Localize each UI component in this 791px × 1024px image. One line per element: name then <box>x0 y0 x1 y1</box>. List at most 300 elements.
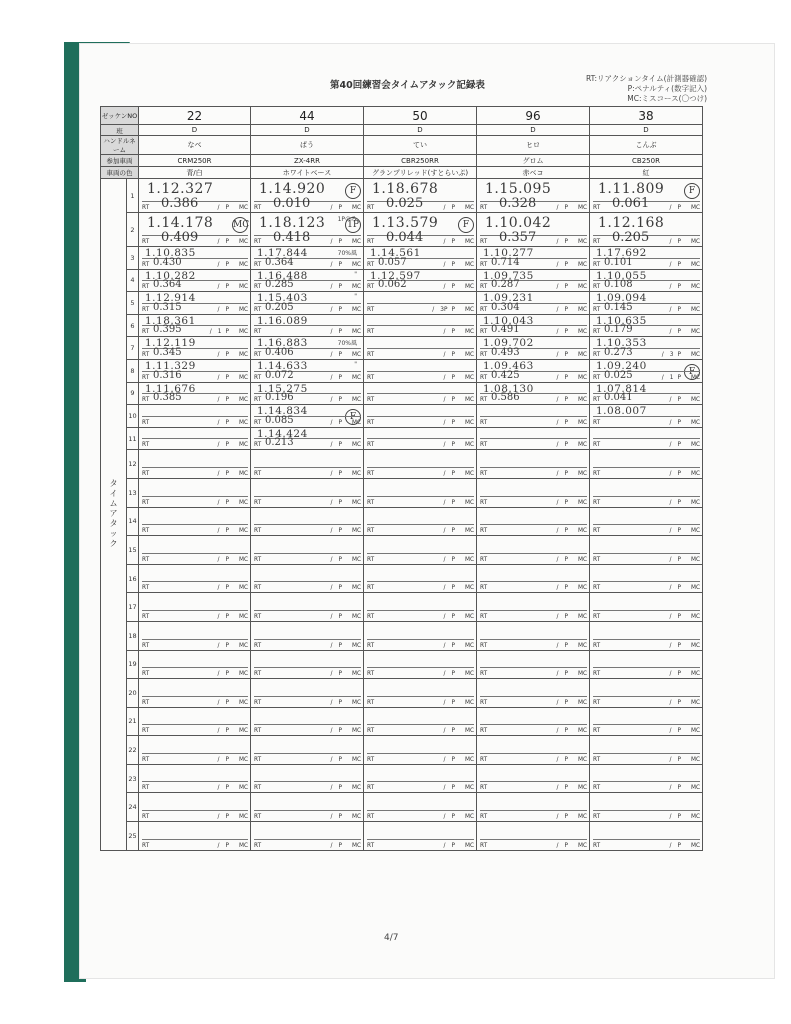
mc-label: MC <box>690 642 700 649</box>
time-cell[interactable] <box>477 822 590 851</box>
time-cell[interactable] <box>590 359 703 382</box>
slash-sep: / <box>556 756 559 763</box>
lap-time: 1.10.635 <box>596 314 647 327</box>
mc-label: MC <box>464 699 474 706</box>
rt-label: RT <box>142 239 150 245</box>
rt-label: RT <box>480 284 488 291</box>
time-cell[interactable] <box>477 621 590 650</box>
rt-line <box>367 442 474 448</box>
time-cell[interactable] <box>477 450 590 479</box>
time-cell[interactable] <box>139 536 251 565</box>
reaction-time: 0.425 <box>491 369 520 381</box>
time-cell[interactable] <box>477 179 590 213</box>
time-cell[interactable] <box>590 213 703 247</box>
time-cell[interactable] <box>364 564 477 593</box>
time-cell[interactable] <box>251 621 364 650</box>
mc-label: MC <box>238 528 248 535</box>
mc-label: MC <box>238 239 248 245</box>
time-cell[interactable] <box>139 450 251 479</box>
time-cell[interactable] <box>139 736 251 765</box>
divider <box>593 667 700 668</box>
time-cell[interactable] <box>477 269 590 292</box>
mc-label: MC <box>351 642 361 649</box>
rt-line <box>593 500 700 506</box>
rt-label: RT <box>367 842 375 849</box>
divider <box>254 610 361 611</box>
time-cell[interactable] <box>139 213 251 247</box>
mc-label: MC <box>577 699 587 706</box>
time-cell[interactable] <box>251 564 364 593</box>
time-cell[interactable] <box>364 736 477 765</box>
penalty-value: 3P <box>440 306 448 313</box>
time-cell[interactable] <box>590 450 703 479</box>
rt-label: RT <box>254 699 262 706</box>
time-cell[interactable] <box>477 478 590 507</box>
attempt-number: 3 <box>127 247 139 270</box>
time-cell[interactable] <box>477 593 590 622</box>
time-cell[interactable] <box>364 427 477 450</box>
lap-time: 1.11.676 <box>145 382 196 395</box>
rider-group: D <box>477 125 590 136</box>
time-cell[interactable] <box>251 764 364 793</box>
time-cell[interactable] <box>364 359 477 382</box>
header-label-han: 班 <box>101 125 139 136</box>
time-cell[interactable] <box>590 427 703 450</box>
mc-label: MC <box>690 374 700 381</box>
time-cell[interactable] <box>590 337 703 360</box>
time-cell[interactable] <box>139 650 251 679</box>
time-cell[interactable] <box>139 269 251 292</box>
rt-label: RT <box>142 419 150 426</box>
time-cell[interactable] <box>590 247 703 270</box>
time-cell[interactable] <box>251 179 364 213</box>
time-cell[interactable] <box>139 247 251 270</box>
time-cell[interactable] <box>364 478 477 507</box>
rt-line <box>480 585 587 591</box>
time-cell[interactable] <box>139 764 251 793</box>
time-cell[interactable] <box>364 650 477 679</box>
slash-sep: / <box>330 284 333 291</box>
mc-label: MC <box>690 329 700 336</box>
time-cell[interactable] <box>251 247 364 270</box>
header-label-color: 車両の色 <box>101 167 139 179</box>
time-cell[interactable] <box>251 593 364 622</box>
time-cell[interactable] <box>139 564 251 593</box>
slash-sep: / <box>330 642 333 649</box>
rt-label: RT <box>367 528 375 535</box>
time-cell[interactable] <box>251 650 364 679</box>
divider <box>254 724 361 725</box>
time-cell[interactable] <box>251 707 364 736</box>
time-cell[interactable] <box>139 478 251 507</box>
time-cell[interactable] <box>251 679 364 708</box>
time-cell[interactable] <box>139 292 251 315</box>
time-cell[interactable] <box>477 292 590 315</box>
mc-label: MC <box>690 442 700 449</box>
rt-label: RT <box>254 442 262 449</box>
time-cell[interactable] <box>251 269 364 292</box>
time-cell[interactable] <box>590 478 703 507</box>
mc-label: MC <box>464 842 474 849</box>
time-cell[interactable] <box>364 213 477 247</box>
slash-sep: / <box>556 397 559 404</box>
divider <box>593 839 700 840</box>
header-row-zekken <box>101 107 703 125</box>
time-cell[interactable] <box>364 764 477 793</box>
slash-sep: / <box>669 397 672 404</box>
time-cell[interactable] <box>477 536 590 565</box>
time-cell[interactable] <box>477 213 590 247</box>
mc-label: MC <box>690 351 700 358</box>
p-label: P <box>225 499 229 506</box>
time-cell[interactable] <box>477 247 590 270</box>
rt-line <box>142 700 248 706</box>
mc-label: MC <box>464 728 474 735</box>
time-cell[interactable] <box>251 427 364 450</box>
rt-line <box>367 557 474 563</box>
rt-line <box>367 471 474 477</box>
attack-row <box>101 507 703 536</box>
divider <box>254 753 361 754</box>
mc-label: MC <box>577 261 587 268</box>
divider <box>593 524 700 525</box>
time-cell[interactable] <box>139 179 251 213</box>
time-cell[interactable] <box>364 292 477 315</box>
time-cell[interactable] <box>139 793 251 822</box>
time-cell[interactable] <box>590 507 703 536</box>
time-cell[interactable] <box>139 314 251 337</box>
time-cell[interactable] <box>364 679 477 708</box>
rider-group: D <box>590 125 703 136</box>
time-cell[interactable] <box>590 382 703 405</box>
time-cell[interactable] <box>364 507 477 536</box>
mc-label: MC <box>690 699 700 706</box>
time-cell[interactable] <box>364 269 477 292</box>
attack-row <box>101 405 703 428</box>
time-cell[interactable] <box>139 621 251 650</box>
time-cell[interactable] <box>251 382 364 405</box>
time-cell[interactable] <box>590 179 703 213</box>
time-cell[interactable] <box>477 314 590 337</box>
time-cell[interactable] <box>139 427 251 450</box>
mc-label: MC <box>238 642 248 649</box>
time-cell[interactable] <box>477 405 590 428</box>
mc-label: MC <box>351 239 361 245</box>
slash-sep: / <box>556 499 559 506</box>
time-cell[interactable] <box>477 679 590 708</box>
lap-time: 1.14.424 <box>257 427 308 440</box>
attempt-number: 18 <box>127 621 139 650</box>
time-cell[interactable] <box>364 793 477 822</box>
divider <box>367 371 474 372</box>
time-cell[interactable] <box>590 650 703 679</box>
p-label: P <box>451 351 455 358</box>
reaction-time: 0.315 <box>153 301 182 313</box>
time-cell[interactable] <box>590 405 703 428</box>
slash-sep: / <box>669 329 672 336</box>
time-cell[interactable] <box>590 822 703 851</box>
divider <box>367 524 474 525</box>
time-cell[interactable] <box>477 507 590 536</box>
p-label: P <box>225 261 229 268</box>
rt-label: RT <box>593 613 601 620</box>
mc-label: MC <box>238 205 248 211</box>
time-cell[interactable] <box>590 764 703 793</box>
time-cell[interactable] <box>251 450 364 479</box>
mc-label: MC <box>351 756 361 763</box>
time-cell[interactable] <box>477 736 590 765</box>
p-label: P <box>338 499 342 506</box>
circled-mark-icon: F <box>684 183 700 199</box>
attack-row <box>101 213 703 247</box>
mc-label: MC <box>351 785 361 792</box>
mc-label: MC <box>577 470 587 477</box>
rt-label: RT <box>142 671 150 678</box>
rt-label: RT <box>367 728 375 735</box>
mc-label: MC <box>577 785 587 792</box>
p-label: P <box>338 261 342 268</box>
time-cell[interactable] <box>364 405 477 428</box>
p-label: P <box>338 397 342 404</box>
time-cell[interactable] <box>477 564 590 593</box>
time-cell[interactable] <box>139 382 251 405</box>
time-cell[interactable] <box>364 247 477 270</box>
rt-line <box>254 329 361 335</box>
time-cell[interactable] <box>590 564 703 593</box>
time-cell[interactable] <box>139 822 251 851</box>
time-cell[interactable] <box>364 337 477 360</box>
slash-sep: / <box>669 205 672 211</box>
p-label: P <box>338 585 342 592</box>
time-cell[interactable] <box>364 382 477 405</box>
time-cell[interactable] <box>251 337 364 360</box>
divider <box>480 781 587 782</box>
attack-row <box>101 793 703 822</box>
slash-sep: / <box>217 528 220 535</box>
divider <box>142 581 248 582</box>
rt-line <box>480 671 587 677</box>
time-cell[interactable] <box>364 593 477 622</box>
slash-sep: / <box>330 785 333 792</box>
rt-label: RT <box>367 329 375 336</box>
time-cell[interactable] <box>477 707 590 736</box>
time-cell[interactable] <box>251 405 364 428</box>
mc-label: MC <box>351 842 361 849</box>
mc-label: MC <box>577 814 587 821</box>
rider-color: グランプリレッド(すとらいぷ) <box>364 167 477 179</box>
time-cell[interactable] <box>251 478 364 507</box>
slash-sep: / <box>556 351 559 358</box>
slash-sep: / <box>443 442 446 449</box>
rt-label: RT <box>593 239 601 245</box>
time-cell[interactable] <box>590 736 703 765</box>
time-cell[interactable] <box>477 382 590 405</box>
lap-time: 1.16.883 <box>257 337 308 350</box>
time-cell[interactable] <box>364 621 477 650</box>
time-cell[interactable] <box>590 314 703 337</box>
divider <box>367 781 474 782</box>
divider <box>367 810 474 811</box>
header-label-vehicle: 参加車両 <box>101 155 139 167</box>
slash-sep: / <box>217 671 220 678</box>
rt-line <box>367 728 474 734</box>
p-label: P <box>677 756 681 763</box>
slash-sep: / <box>556 613 559 620</box>
rt-label: RT <box>254 205 262 211</box>
time-cell[interactable] <box>364 179 477 213</box>
slash-sep: / <box>209 329 212 336</box>
rt-line <box>142 471 248 477</box>
mc-label: MC <box>690 528 700 535</box>
lap-time: 1.09.702 <box>483 337 534 350</box>
reaction-time: 0.057 <box>378 256 407 268</box>
rt-label: RT <box>367 205 375 211</box>
rt-label: RT <box>142 261 150 268</box>
rt-label: RT <box>254 419 262 426</box>
time-cell[interactable] <box>590 269 703 292</box>
rt-label: RT <box>142 205 150 211</box>
circled-mark-icon: F <box>458 217 474 233</box>
time-cell[interactable] <box>251 507 364 536</box>
p-label: P <box>677 470 681 477</box>
time-cell[interactable] <box>590 593 703 622</box>
attack-row <box>101 564 703 593</box>
divider <box>367 348 474 349</box>
time-cell[interactable] <box>251 359 364 382</box>
time-cell[interactable] <box>364 822 477 851</box>
time-cell[interactable] <box>251 736 364 765</box>
rider-vehicle: CRM250R <box>139 155 251 167</box>
time-cell[interactable] <box>477 650 590 679</box>
time-cell[interactable] <box>590 536 703 565</box>
slash-sep: / <box>669 699 672 706</box>
attack-row <box>101 450 703 479</box>
lap-time: 1.12.119 <box>145 337 196 350</box>
lap-time: 1.11.809 <box>598 181 665 197</box>
slash-sep: / <box>556 728 559 735</box>
mc-label: MC <box>577 756 587 763</box>
p-label: P <box>338 613 342 620</box>
time-cell[interactable] <box>251 822 364 851</box>
time-cell[interactable] <box>477 793 590 822</box>
mc-label: MC <box>577 329 587 336</box>
time-cell[interactable] <box>364 450 477 479</box>
rt-line <box>480 700 587 706</box>
time-cell[interactable] <box>364 707 477 736</box>
rt-label: RT <box>142 699 150 706</box>
divider <box>480 610 587 611</box>
rt-line <box>142 420 248 426</box>
attempt-number: 21 <box>127 707 139 736</box>
slash-sep: / <box>330 556 333 563</box>
legend-p: P:ペナルティ(数字記入) <box>627 84 707 93</box>
time-cell[interactable] <box>477 359 590 382</box>
time-cell[interactable] <box>139 405 251 428</box>
rt-line <box>480 757 587 763</box>
time-cell[interactable] <box>139 507 251 536</box>
divider <box>254 667 361 668</box>
time-cell[interactable] <box>139 337 251 360</box>
reaction-time: 0.316 <box>153 369 182 381</box>
rt-line <box>480 614 587 620</box>
p-label: P <box>225 585 229 592</box>
slash-sep: / <box>669 814 672 821</box>
mc-label: MC <box>351 306 361 313</box>
time-cell[interactable] <box>364 314 477 337</box>
p-label: P <box>338 728 342 735</box>
p-label: P <box>225 351 229 358</box>
rt-line <box>367 814 474 820</box>
time-cell[interactable] <box>364 536 477 565</box>
slash-sep: / <box>330 306 333 313</box>
divider <box>142 696 248 697</box>
note-text: 70%風 <box>337 340 357 348</box>
time-cell[interactable] <box>139 707 251 736</box>
reaction-time: 0.491 <box>491 324 520 336</box>
attempt-number: 15 <box>127 536 139 565</box>
p-label: P <box>225 728 229 735</box>
p-label: P <box>225 284 229 291</box>
divider <box>480 753 587 754</box>
lap-time: 1.15.095 <box>485 181 552 197</box>
time-cell[interactable] <box>590 621 703 650</box>
time-cell[interactable] <box>590 679 703 708</box>
slash-sep: / <box>217 585 220 592</box>
time-cell[interactable] <box>251 314 364 337</box>
rt-label: RT <box>254 756 262 763</box>
lap-time: 1.18.678 <box>372 181 439 197</box>
side-label-char: イ <box>109 489 118 499</box>
time-cell[interactable] <box>139 593 251 622</box>
p-label: P <box>451 205 455 211</box>
mc-label: MC <box>577 556 587 563</box>
time-cell[interactable] <box>251 213 364 247</box>
rt-label: RT <box>367 785 375 792</box>
mc-label: MC <box>464 528 474 535</box>
rt-label: RT <box>254 613 262 620</box>
time-cell[interactable] <box>590 292 703 315</box>
time-cell[interactable] <box>251 292 364 315</box>
p-label: P <box>677 556 681 563</box>
divider <box>367 438 474 439</box>
mc-label: MC <box>238 814 248 821</box>
slash-sep: / <box>669 585 672 592</box>
attempt-number: 14 <box>127 507 139 536</box>
time-cell[interactable] <box>139 679 251 708</box>
rt-line <box>254 757 361 763</box>
time-cell[interactable] <box>251 536 364 565</box>
mc-label: MC <box>238 261 248 268</box>
mc-label: MC <box>351 671 361 678</box>
note-text: 70%風 <box>337 250 357 257</box>
mc-label: MC <box>464 499 474 506</box>
p-label: P <box>677 585 681 592</box>
rt-line <box>480 500 587 506</box>
p-label: P <box>225 613 229 620</box>
rt-label: RT <box>254 306 262 313</box>
time-cell[interactable] <box>251 793 364 822</box>
time-cell[interactable] <box>590 793 703 822</box>
time-cell[interactable] <box>590 707 703 736</box>
rt-line <box>593 785 700 791</box>
time-cell[interactable] <box>477 764 590 793</box>
time-cell[interactable] <box>139 359 251 382</box>
p-label: P <box>338 306 342 313</box>
time-cell[interactable] <box>477 337 590 360</box>
divider <box>593 724 700 725</box>
time-cell[interactable] <box>477 427 590 450</box>
slash-sep: / <box>443 499 446 506</box>
